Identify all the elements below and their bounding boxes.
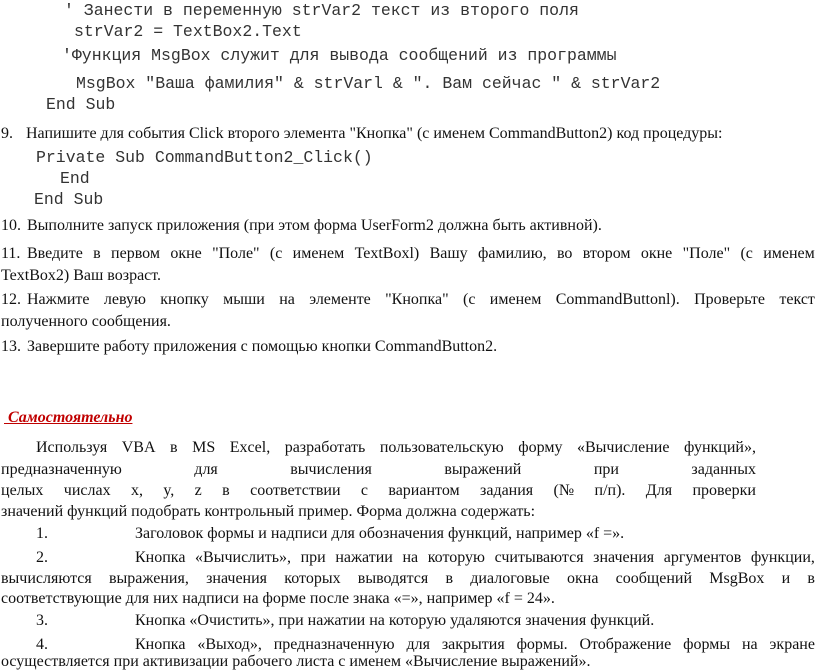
code-comment-line: ' Занести в переменную strVar2 текст из второго поля xyxy=(64,1,579,20)
word: на xyxy=(279,291,295,308)
word: п/п). xyxy=(594,482,626,499)
word: значения xyxy=(206,570,268,587)
word: мыши xyxy=(223,291,265,308)
word: заданных xyxy=(691,461,756,478)
step-text: Напишите для события Click второго элемента "Кнопка" (с именем CommandButton2) код процедуры: xyxy=(26,125,723,142)
intro-line: значений функций подобрать контрольный пример. Форма должна содержать: xyxy=(1,503,536,520)
word: (с xyxy=(740,245,753,262)
word: первом xyxy=(111,245,160,262)
word: окна xyxy=(567,570,599,587)
word: в xyxy=(445,570,454,587)
list-item-number: 4. xyxy=(36,636,48,653)
word: которую xyxy=(427,549,485,566)
word: с xyxy=(360,482,368,499)
word: именем xyxy=(292,245,345,262)
word: CommandButtonl). xyxy=(555,291,680,308)
word: z xyxy=(194,482,202,499)
word: предназначенную xyxy=(273,636,395,653)
word: y, xyxy=(163,482,175,499)
word: выражения, xyxy=(108,570,189,587)
word: Кнопка xyxy=(135,636,186,653)
word: форму xyxy=(518,439,563,456)
intro-line-justified xyxy=(36,439,756,457)
word: для xyxy=(406,636,430,653)
step-text-justified xyxy=(27,245,815,263)
step-text: Завершите работу приложения с помощью кнопки CommandButton2. xyxy=(27,338,498,355)
word: Для xyxy=(645,482,673,499)
code-end-sub-line: End Sub xyxy=(46,95,116,114)
word: нажатии xyxy=(335,549,393,566)
code-assign-line: strVar2 = TextBox2.Text xyxy=(74,22,302,41)
word: текст xyxy=(779,291,815,308)
word: выводятся xyxy=(357,570,429,587)
word: «Вычислить», xyxy=(195,549,291,566)
word: x, xyxy=(130,482,143,499)
word: Используя xyxy=(36,439,108,456)
code-sub-line: Private Sub CommandButton2_Click() xyxy=(36,148,373,167)
list-item-text-justified xyxy=(1,570,815,588)
word: «Выход», xyxy=(197,636,262,653)
list-item-text: Кнопка «Очистить», при нажатии на которую удаляются значения функций. xyxy=(135,612,655,629)
word: TextBoxl) xyxy=(354,245,420,262)
word: именем xyxy=(489,291,542,308)
intro-line-justified xyxy=(1,482,756,500)
word: аргументов xyxy=(663,549,742,566)
word: втором xyxy=(582,245,631,262)
word: пользовательскую xyxy=(379,439,504,456)
word: "Поле" xyxy=(212,245,260,262)
word: именем xyxy=(763,245,815,262)
word: закрытия xyxy=(441,636,505,653)
word: Вашу xyxy=(429,245,468,262)
word: значения xyxy=(593,549,655,566)
step-text-continuation: полученного сообщения. xyxy=(1,313,171,330)
step-text: Выполните запуск приложения (при этом форма UserForm2 должна быть активной). xyxy=(27,217,602,234)
word: Кнопка xyxy=(135,549,186,566)
list-item-text: Заголовок формы и надписи для обозначения функций, например «f =». xyxy=(135,525,625,542)
word: и xyxy=(781,570,791,587)
list-item-text: соответствующие для них надписи на форме после знака «=», например «f = 24». xyxy=(1,590,555,607)
word: в xyxy=(807,570,815,587)
word: окне xyxy=(640,245,673,262)
word: фамилию, xyxy=(477,245,547,262)
word: на xyxy=(741,636,758,653)
word: левую xyxy=(103,291,146,308)
word: во xyxy=(556,245,573,262)
step-number: 13. xyxy=(1,338,21,355)
list-item-number: 1. xyxy=(36,525,48,542)
list-item-text-justified xyxy=(135,636,815,654)
list-item-text-justified xyxy=(135,549,815,567)
code-end-line: End xyxy=(60,169,90,188)
word: вычисления xyxy=(290,461,372,478)
word: кнопку xyxy=(160,291,209,308)
word: задания xyxy=(480,482,534,499)
word: выражений xyxy=(444,461,522,478)
word: функции, xyxy=(750,549,815,566)
word: Отображение xyxy=(579,636,672,653)
word: функций», xyxy=(683,439,756,456)
word: (с xyxy=(463,291,476,308)
word: на xyxy=(402,549,419,566)
word: Проверьте xyxy=(694,291,765,308)
word: считываются xyxy=(494,549,584,566)
word: окне xyxy=(170,245,202,262)
word: MsgBox xyxy=(709,570,765,587)
step-number: 12. xyxy=(1,291,21,308)
word: предназначенную xyxy=(1,461,122,478)
word: в xyxy=(170,439,178,456)
word: формы xyxy=(683,636,731,653)
word: вариантом xyxy=(388,482,460,499)
word: «Вычисление xyxy=(577,439,670,456)
word: разработать xyxy=(284,439,366,456)
word: формы. xyxy=(516,636,568,653)
word: Excel, xyxy=(229,439,271,456)
word: в xyxy=(222,482,230,499)
word: (№ xyxy=(553,482,575,499)
step-number: 10. xyxy=(1,217,21,234)
word: проверки xyxy=(692,482,756,499)
word: при xyxy=(593,461,619,478)
section-heading: Самостоятельно xyxy=(4,409,133,426)
list-item-number: 2. xyxy=(36,549,48,566)
word: вычисляются xyxy=(1,570,92,587)
step-number: 9. xyxy=(1,125,13,142)
word: которых xyxy=(284,570,341,587)
word: "Кнопка" xyxy=(385,291,449,308)
word: VBA xyxy=(121,439,156,456)
word: для xyxy=(194,461,218,478)
code-end-sub-line: End Sub xyxy=(34,190,104,209)
code-msgbox-line: MsgBox "Ваша фамилия" & strVarl & ". Вам сейчас " & strVar2 xyxy=(76,74,661,93)
word: экране xyxy=(769,636,815,653)
word: целых xyxy=(1,482,44,499)
intro-line-justified xyxy=(1,461,756,479)
list-item-text: осуществляется при активизации рабочего листа с именем «Вычисление выражений». xyxy=(1,653,591,670)
word: числах xyxy=(63,482,111,499)
word: элементе xyxy=(309,291,371,308)
word: соответствии xyxy=(250,482,341,499)
step-text-justified xyxy=(27,291,815,309)
word: при xyxy=(300,549,326,566)
code-comment-line: 'Функция MsgBox служит для вывода сообщений из программы xyxy=(62,46,617,65)
list-item-number: 3. xyxy=(36,612,48,629)
step-number: 11. xyxy=(1,245,21,262)
word: в xyxy=(93,245,101,262)
step-text-continuation: TextBox2) Ваш возраст. xyxy=(1,267,162,284)
word: Введите xyxy=(27,245,83,262)
word: диалоговые xyxy=(470,570,550,587)
word: MS xyxy=(192,439,216,456)
word: Нажмите xyxy=(27,291,90,308)
word: (с xyxy=(269,245,283,262)
word: "Поле" xyxy=(682,245,731,262)
word: сообщений xyxy=(615,570,693,587)
